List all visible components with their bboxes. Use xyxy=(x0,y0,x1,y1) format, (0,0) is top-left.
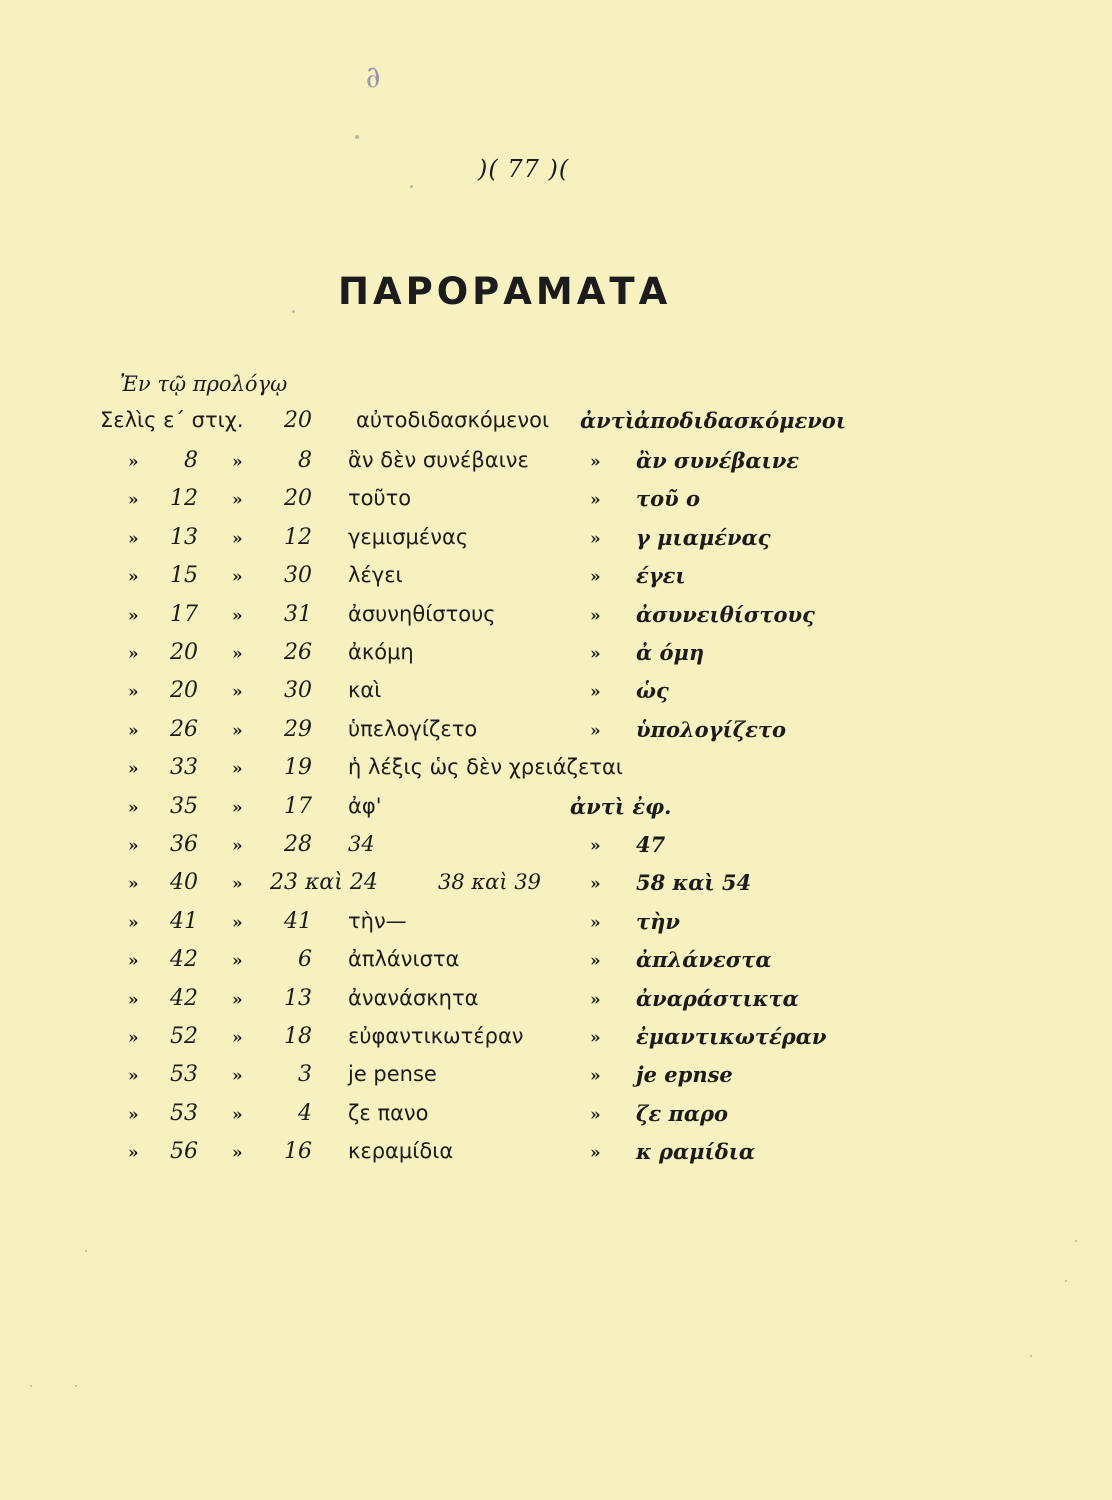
ditto-mark: » xyxy=(128,912,139,933)
line-number: 29 xyxy=(284,716,312,742)
ditto-mark: » xyxy=(128,1028,139,1048)
ditto-mark: » xyxy=(590,567,601,588)
page-number-cell: 56 xyxy=(170,1139,198,1165)
erroneous-text: τοῦτο xyxy=(348,486,412,511)
corrected-text: ἀναράστικτα xyxy=(636,985,799,1011)
paper-speck xyxy=(410,185,413,188)
paper-speck xyxy=(1030,1355,1032,1357)
page-number-cell: 40 xyxy=(170,870,198,896)
ditto-mark: » xyxy=(590,720,601,741)
erroneous-text: ἡ λέξις ὡς δὲν χρειάζεται xyxy=(348,755,623,780)
corrected-text: ἀσυνειθίστους xyxy=(636,601,815,627)
paper-speck xyxy=(292,310,295,313)
ditto-mark: » xyxy=(232,989,243,1010)
erroneous-text: ἀφ' xyxy=(348,793,382,818)
ditto-mark: » xyxy=(128,797,139,818)
erroneous-text: ζε πανο xyxy=(348,1100,429,1125)
page-number-cell: 20 xyxy=(170,678,198,704)
corrected-text: ἀποδιδασκόμενοι xyxy=(634,408,846,433)
ditto-mark: » xyxy=(232,912,243,933)
ditto-mark: » xyxy=(232,720,243,741)
corrected-text: ὑπολογίζετο xyxy=(636,716,787,742)
ditto-mark: » xyxy=(232,1066,243,1087)
errata-header-row xyxy=(0,408,1112,442)
erroneous-text: εὐφαντικωτέραν xyxy=(348,1024,524,1048)
ditto-mark: » xyxy=(232,951,243,972)
erroneous-text: λέγει xyxy=(348,563,403,588)
corrected-text: τοῦ ο xyxy=(636,486,701,512)
ditto-mark: » xyxy=(232,682,243,703)
corrected-text: 58 καὶ 54 xyxy=(636,870,752,896)
page-number-cell: 15 xyxy=(170,563,198,589)
corrected-text: ἀπλάνεστα xyxy=(636,947,772,973)
paper-speck xyxy=(355,135,359,139)
ditto-mark: » xyxy=(590,1143,601,1164)
line-number: 31 xyxy=(284,601,312,627)
erroneous-text: τὴν— xyxy=(348,908,407,933)
page-number-cell: 26 xyxy=(170,716,198,742)
ditto-mark: » xyxy=(232,567,243,588)
line-number: 13 xyxy=(284,985,312,1011)
errata-row xyxy=(0,870,1112,904)
corrected-text: έγει xyxy=(636,563,686,589)
errata-row xyxy=(0,486,1112,520)
ditto-mark: » xyxy=(128,567,139,588)
errata-row xyxy=(0,755,1112,789)
corrected-text: κ ραμίδια xyxy=(636,1139,756,1165)
line-number: 3 xyxy=(298,1062,312,1088)
ditto-mark: » xyxy=(232,836,243,856)
paper-speck xyxy=(85,1250,87,1252)
corrected-text: ζε παρο xyxy=(636,1100,729,1126)
selis-label: Σελὶς ε΄ στιχ. xyxy=(100,408,244,432)
line-number: 30 xyxy=(284,678,312,704)
ditto-mark: » xyxy=(232,644,243,664)
errata-row xyxy=(0,1024,1112,1058)
ditto-mark: » xyxy=(128,1104,139,1125)
errata-row xyxy=(0,717,1112,751)
erroneous-text: ὑπελογίζετο xyxy=(348,716,478,741)
ditto-mark: » xyxy=(128,682,139,703)
errata-row xyxy=(0,525,1112,559)
ditto-mark: » xyxy=(232,605,243,626)
page-number-cell: 33 xyxy=(170,755,198,781)
ditto-mark: » xyxy=(590,1028,601,1048)
corrected-text: γ μιαμένας xyxy=(636,524,771,550)
ditto-mark: » xyxy=(590,912,601,933)
corrected-text: τὴν xyxy=(636,908,680,934)
line-number: 23 καὶ 24 xyxy=(270,870,378,896)
ditto-mark: » xyxy=(128,951,139,972)
ditto-mark: » xyxy=(590,836,601,856)
paper-speck xyxy=(75,1385,77,1387)
ditto-mark: » xyxy=(232,1028,243,1048)
errata-row xyxy=(0,1062,1112,1096)
errata-row xyxy=(0,602,1112,636)
page-number-cell: 36 xyxy=(170,832,198,857)
line-number: 6 xyxy=(298,947,312,973)
ditto-mark: » xyxy=(128,1066,139,1087)
anti-label: ἀντὶ xyxy=(580,408,636,433)
ditto-mark: » xyxy=(232,1104,243,1125)
page-number-cell: 42 xyxy=(170,947,198,973)
ditto-mark: » xyxy=(590,490,601,511)
errata-row xyxy=(0,1101,1112,1135)
ditto-mark: » xyxy=(232,452,243,472)
ditto-mark: » xyxy=(590,682,601,703)
page-number-cell: 41 xyxy=(170,908,198,934)
erroneous-text: ἀσυνηθίστους xyxy=(348,601,496,626)
ditto-mark: » xyxy=(128,989,139,1010)
line-number: 17 xyxy=(284,793,312,819)
erroneous-text: ἀνανάσκητα xyxy=(348,985,479,1010)
ditto-mark: » xyxy=(590,951,601,972)
ditto-mark: » xyxy=(128,836,139,856)
ditto-mark: » xyxy=(232,874,243,895)
ditto-mark: » xyxy=(128,874,139,895)
errata-row xyxy=(0,947,1112,981)
corrected-text: je epnse xyxy=(636,1062,733,1088)
erroneous-text: καὶ xyxy=(348,678,382,703)
ditto-mark: » xyxy=(232,797,243,818)
ditto-mark: » xyxy=(128,452,139,472)
line-number: 19 xyxy=(284,755,312,781)
corrected-text: ἀντὶ ἐφ. xyxy=(570,793,672,819)
page-number-cell: 12 xyxy=(170,486,198,512)
line-number: 26 xyxy=(284,640,312,665)
page-number-cell: 8 xyxy=(184,448,198,473)
ditto-mark: » xyxy=(232,490,243,511)
line-number: 30 xyxy=(284,563,312,589)
page-title: ΠΑΡΟΡΑΜΑΤΑ xyxy=(338,270,672,313)
ditto-mark: » xyxy=(590,452,601,472)
paper-speck xyxy=(1065,1280,1067,1282)
page-number-cell: 53 xyxy=(170,1062,198,1088)
errata-row xyxy=(0,678,1112,712)
errata-row xyxy=(0,986,1112,1020)
corrected-text: 47 xyxy=(636,832,666,857)
paper-speck xyxy=(1075,1240,1077,1242)
page-number-cell: 42 xyxy=(170,985,198,1011)
ditto-mark: » xyxy=(590,528,601,549)
line-number: 8 xyxy=(298,448,312,473)
ditto-mark: » xyxy=(128,490,139,511)
line-number: 28 xyxy=(284,832,312,857)
page-number-cell: 17 xyxy=(170,601,198,627)
erroneous-text: 34 xyxy=(348,832,375,856)
ditto-mark: » xyxy=(232,1143,243,1164)
errata-row xyxy=(0,794,1112,828)
ditto-mark: » xyxy=(128,605,139,626)
erroneous-text: γεμισμένας xyxy=(348,524,469,549)
erroneous-text: ἀπλάνιστα xyxy=(348,947,460,972)
page-number-cell: 20 xyxy=(170,640,198,665)
ditto-mark: » xyxy=(590,1066,601,1087)
ditto-mark: » xyxy=(590,989,601,1010)
ditto-mark: » xyxy=(232,528,243,549)
ditto-mark: » xyxy=(128,644,139,664)
line-number: 16 xyxy=(284,1139,312,1165)
pencil-mark: ∂ xyxy=(361,58,384,97)
line-number: 41 xyxy=(284,908,312,934)
line-number: 20 xyxy=(284,486,312,512)
ditto-mark: » xyxy=(590,644,601,664)
corrected-text: ἀ όμη xyxy=(636,640,705,665)
errata-row xyxy=(0,563,1112,597)
page-number-cell: 35 xyxy=(170,793,198,819)
erroneous-text: je pense xyxy=(348,1062,437,1087)
errata-row xyxy=(0,832,1112,866)
erroneous-text: ἀκόμη xyxy=(348,640,414,664)
ditto-mark: » xyxy=(590,1104,601,1125)
prologue-heading: Ἐν τῷ προλόγῳ xyxy=(120,372,288,396)
corrected-text: ὡς xyxy=(636,678,669,704)
ditto-mark: » xyxy=(128,528,139,549)
erroneous-text: κεραμίδια xyxy=(348,1139,454,1164)
erroneous-text: 38 καὶ 39 xyxy=(438,870,541,895)
erroneous-text: ἂν δὲν συνέβαινε xyxy=(348,448,529,472)
erroneous-text: αὐτοδιδασκόμενοι xyxy=(356,408,550,432)
errata-row xyxy=(0,1139,1112,1173)
ditto-mark: » xyxy=(128,1143,139,1164)
errata-row xyxy=(0,448,1112,482)
line-number: 4 xyxy=(298,1100,312,1126)
ditto-mark: » xyxy=(590,874,601,895)
line-number: 18 xyxy=(284,1024,312,1049)
errata-row xyxy=(0,640,1112,674)
ditto-mark: » xyxy=(590,605,601,626)
line-number: 20 xyxy=(284,408,312,433)
ditto-mark: » xyxy=(232,759,243,780)
page-number-cell: 52 xyxy=(170,1024,198,1049)
page-number-cell: 13 xyxy=(170,524,198,550)
ditto-mark: » xyxy=(128,759,139,780)
errata-row xyxy=(0,909,1112,943)
page-number-cell: 53 xyxy=(170,1100,198,1126)
corrected-text: ἐμαντικωτέραν xyxy=(636,1024,827,1049)
paper-speck xyxy=(30,1385,32,1387)
line-number: 12 xyxy=(284,524,312,550)
page-number: )( 77 )( xyxy=(478,155,570,183)
corrected-text: ἂν συνέβαινε xyxy=(636,448,800,473)
ditto-mark: » xyxy=(128,720,139,741)
